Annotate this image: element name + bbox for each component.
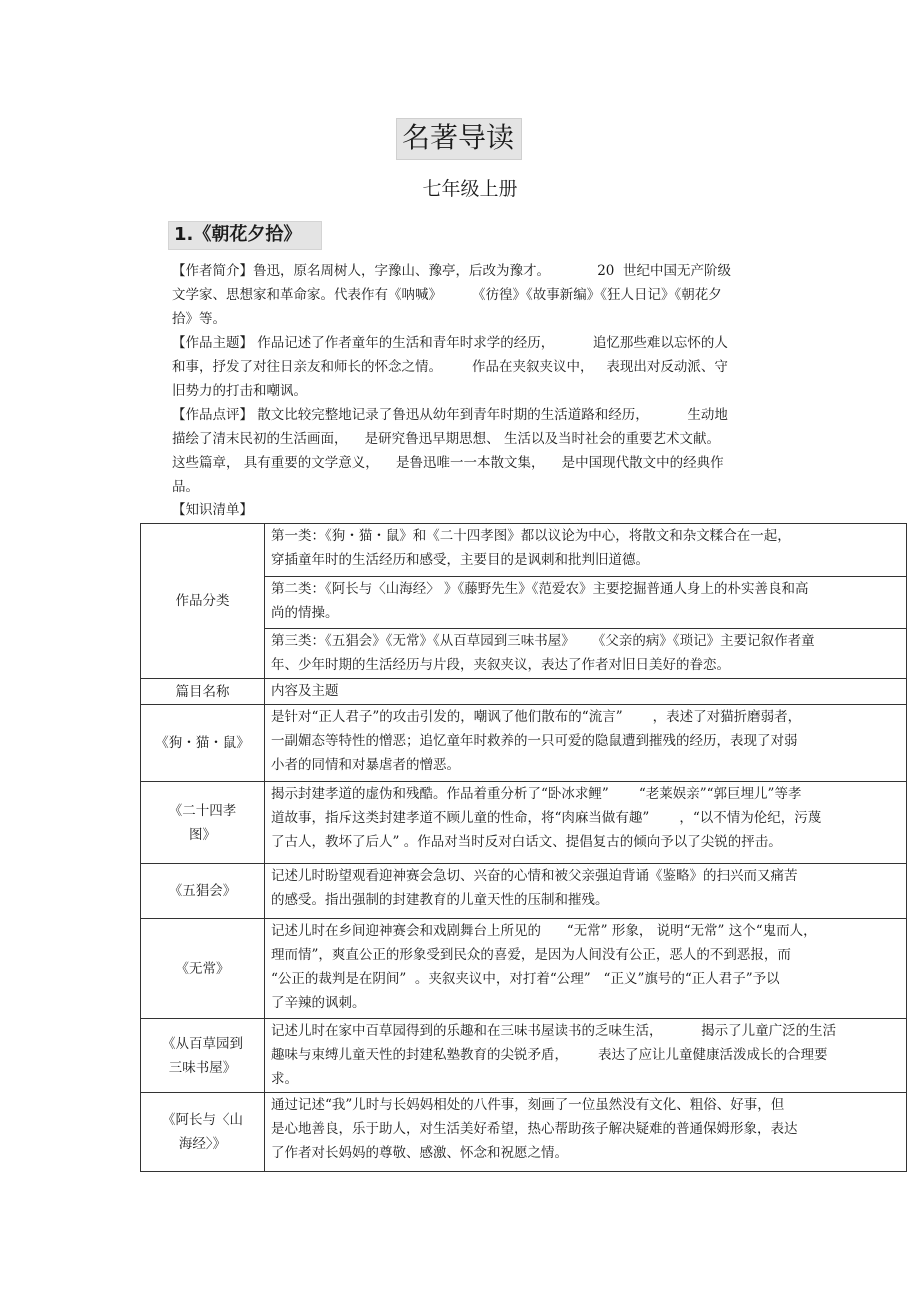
- work-name-line: 《狗・猫・鼠》: [155, 735, 250, 751]
- work-content: [265, 782, 907, 864]
- content-line: 了作者对长妈妈的尊敬、感激、怀念和祝愿之情。: [271, 1145, 568, 1161]
- content-line: 是针对“正人君子”的攻击引发的，嘲讽了他们散布的“流言” ，表述了对猫折磨弱者，: [271, 709, 802, 725]
- content-line: 记述儿时在家中百草园得到的乐趣和在三味书屋读书的乏味生活， 揭示了儿童广泛的生活: [271, 1023, 837, 1039]
- content-line: 了古人，教坏了后人” 。作品对当时反对白话文、提倡复古的倾向予以了尖锐的抨击。: [271, 834, 782, 850]
- knowledge-label: 【知识清单】: [172, 502, 253, 518]
- content-line: 的感受。指出强制的封建教育的儿童天性的压制和摧残。: [271, 892, 609, 908]
- knowledge-table: [140, 523, 907, 1172]
- theme-line: 旧势力的打击和嘲讽。: [172, 383, 307, 399]
- category-line: 年、少年时期的生活经历与片段，夹叙夹议，表达了作者对旧日美好的眷恋。: [271, 657, 730, 673]
- content-line: 揭示封建孝道的虚伪和残酷。作品着重分析了“卧冰求鲤” “老莱娱亲”“郭巨埋儿”等孝: [271, 786, 802, 802]
- work-content: [265, 1019, 907, 1093]
- content-line: 是心地善良，乐于助人，对生活美好希望，热心帮助孩子解决疑难的普通保姆形象，表达: [271, 1121, 798, 1137]
- work-content: [265, 705, 907, 782]
- content-line: 趣味与束缚儿童天性的封建私塾教育的尖锐矛盾， 表达了应让儿童健康活泼成长的合理要: [271, 1047, 828, 1063]
- content-line: 记述儿时在乡间迎神赛会和戏剧舞台上所见的 “无常” 形象， 说明“无常” 这个“鬼而人，: [271, 923, 817, 939]
- category-cell: [265, 629, 907, 679]
- review-line: 品。: [172, 479, 199, 495]
- header-content: 内容及主题: [265, 679, 907, 705]
- content-line: 记述儿时盼望观看迎神赛会急切、兴奋的心情和被父亲强迫背诵《鉴略》的扫兴而又痛苦: [271, 868, 798, 884]
- content-line: 道故事，指斥这类封建孝道不顾儿童的性命，将“肉麻当做有趣” ，“以不情为伦纪，污蔑: [271, 810, 822, 826]
- section-heading: 1.《朝花夕拾》: [174, 224, 302, 245]
- content-line: 一副媚态等特性的憎恶；追忆童年时救养的一只可爱的隐鼠遭到摧残的经历，表现了对弱: [271, 733, 798, 749]
- content-line: 小者的同情和对暴虐者的憎恶。: [271, 757, 460, 773]
- header-name: 篇目名称: [141, 679, 265, 705]
- theme-line: 和事，抒发了对往日亲友和师长的怀念之情。 作品在夹叙夹议中， 表现出对反动派、守: [172, 359, 728, 375]
- work-name-line: 三味书屋》: [168, 1059, 237, 1076]
- work-content: [265, 919, 907, 1019]
- category-line: 第三类：《五猖会》《无常》《从百草园到三味书屋》 《父亲的病》《琐记》主要记叙作者童: [271, 633, 815, 649]
- category-line: 穿插童年时的生活经历和感受，主要目的是讽刺和批判旧道德。: [271, 552, 649, 568]
- work-name: [141, 864, 265, 919]
- content-line: “公正的裁判是在阴间” 。夹叙夹议中，对打着“公理” “正义”旗号的“正人君子”予以: [271, 971, 780, 987]
- work-name-line: 《从百草园到: [162, 1035, 243, 1052]
- work-name-line: 《无常》: [175, 960, 230, 977]
- content-line: 了辛辣的讽刺。: [271, 995, 366, 1011]
- category-line: 尚的情操。: [271, 605, 339, 621]
- work-name: [141, 705, 265, 782]
- work-content: [265, 1093, 907, 1172]
- work-name-line: 《阿长与〈山: [162, 1112, 243, 1128]
- review-line: 描绘了清末民初的生活画面， 是研究鲁迅早期思想、 生活以及当时社会的重要艺术文献。: [172, 431, 720, 447]
- author-intro-line: 拾》等。: [172, 311, 226, 327]
- work-name-line: 《五猖会》: [168, 883, 237, 899]
- grade-subtitle: 七年级上册: [422, 178, 518, 200]
- work-name: [141, 1019, 265, 1093]
- work-name-line: 图》: [189, 826, 216, 843]
- theme-line: 【作品主题】 作品记述了作者童年的生活和青年时求学的经历， 追忆那些难以忘怀的人: [172, 335, 728, 351]
- work-name: [141, 1093, 265, 1172]
- work-name-line: 海经〉》: [178, 1136, 227, 1152]
- work-name: [141, 919, 265, 1019]
- author-intro: [172, 259, 792, 331]
- category-line: 第二类：《阿长与〈山海经〉 》《藤野先生》《范爱农》主要挖掘普通人身上的朴实善良和高: [271, 581, 809, 597]
- theme-paragraph: [172, 331, 792, 403]
- author-intro-line: 文学家、思想家和革命家。代表作有《呐喊》 《彷徨》《故事新编》《狂人日记》《朝花夕: [172, 287, 722, 303]
- work-content: [265, 864, 907, 919]
- content-line: 通过记述“我”儿时与长妈妈相处的八件事，刻画了一位虽然没有文化、粗俗、好事，但: [271, 1097, 785, 1113]
- page-title: 名著导读: [401, 121, 514, 154]
- category-cell: [265, 577, 907, 629]
- category-line: 第一类：《狗・猫・鼠》和《二十四孝图》都以议论为中心，将散文和杂文糅合在一起，: [271, 528, 791, 544]
- content-line: 求。: [271, 1071, 298, 1087]
- work-name-line: 《二十四孝: [168, 802, 237, 819]
- review-line: 这些篇章， 具有重要的文学意义， 是鲁迅唯一一本散文集， 是中国现代散文中的经典作: [172, 455, 724, 471]
- work-name: [141, 782, 265, 864]
- category-label: 作品分类: [141, 524, 265, 679]
- author-intro-line: 【作者简介】鲁迅，原名周树人，字豫山、豫亭，后改为豫才。 20 世纪中国无产阶级: [172, 263, 731, 279]
- content-line: 理而情”，爽直公正的形象受到民众的喜爱，是因为人间没有公正，恶人的不到恶报，而: [271, 947, 791, 963]
- category-cell: [265, 524, 907, 577]
- review-line: 【作品点评】 散文比较完整地记录了鲁迅从幼年到青年时期的生活道路和经历， 生动地: [172, 407, 728, 423]
- review-paragraph: [172, 403, 792, 499]
